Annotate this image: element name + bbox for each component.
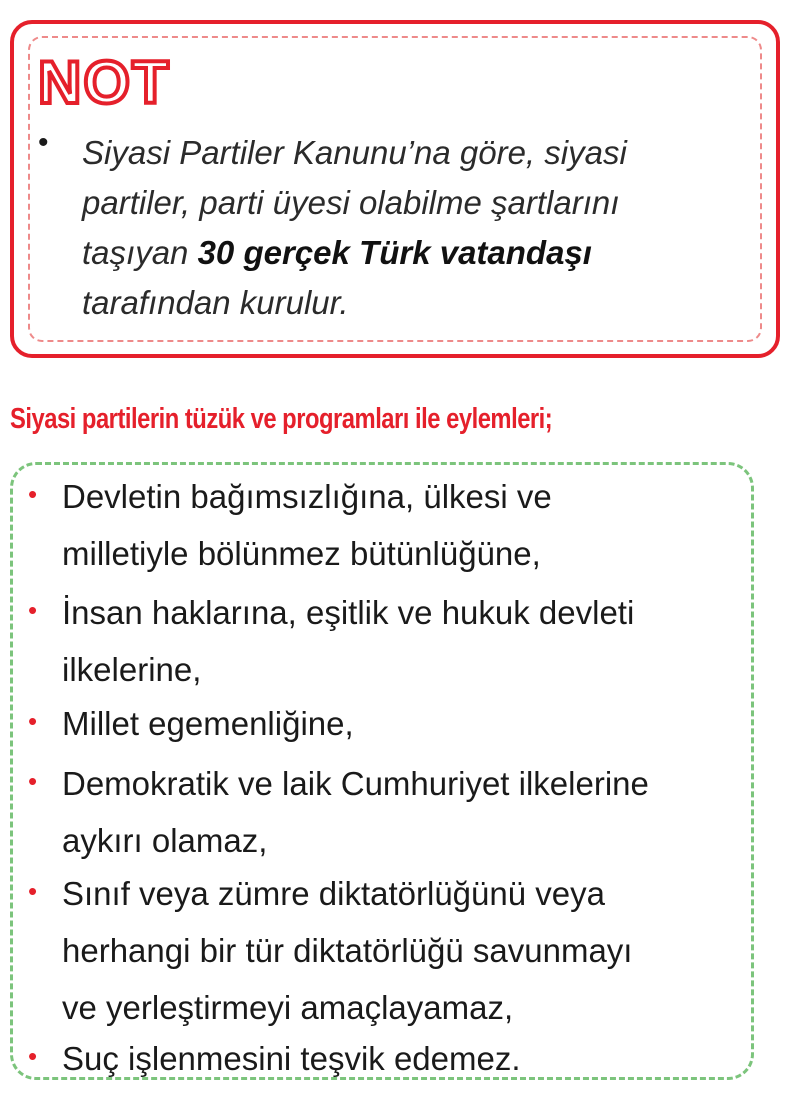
list-item-text [62,468,742,582]
list-item-line: Millet egemenliğine, [62,705,354,742]
list-bullet: • [28,1041,38,1071]
list-item-line: Sınıf veya zümre diktatörlüğünü veya [62,875,605,912]
note-heading-graphic [32,50,192,112]
list-item-line: aykırı olamaz, [62,822,268,859]
list-item-line: Suç işlenmesini teşvik edemez. [62,1040,521,1077]
list-item-text [62,1030,742,1087]
list-item-line: Devletin bağımsızlığına, ülkesi ve [62,478,552,515]
list-bullet: • [28,479,38,509]
note-heading-label: NOT [38,50,171,112]
note-text-before: Siyasi Partiler Kanunu’na göre, siyasi partiler, parti üyesi olabilme şartlarını taşıyan [82,134,627,271]
note-text-after: tarafından kurulur. [82,284,349,321]
list-item-text [62,755,742,869]
list-bullet: • [28,595,38,625]
list-item-line: ilkelerine, [62,651,202,688]
note-heading [32,50,192,112]
list-item-text [62,584,742,698]
list-item-text [62,865,742,1036]
list-item-line: herhangi bir tür diktatörlüğü savunmayı [62,932,633,969]
list-item-text [62,695,742,752]
list-item-line: İnsan haklarına, eşitlik ve hukuk devleti [62,594,635,631]
list-bullet: • [28,706,38,736]
note-bullet: • [38,126,49,159]
note-paragraph [82,128,722,328]
list-item-line: Demokratik ve laik Cumhuriyet ilkelerine [62,765,649,802]
list-bullet: • [28,766,38,796]
section-title: Siyasi partilerin tüzük ve programları ile eylemleri; [10,403,553,435]
note-text-bold: 30 gerçek Türk vatandaşı [197,234,592,271]
list-item-line: ve yerleştirmeyi amaçlayamaz, [62,989,514,1026]
list-item-line: milletiyle bölünmez bütünlüğüne, [62,535,541,572]
list-bullet: • [28,876,38,906]
